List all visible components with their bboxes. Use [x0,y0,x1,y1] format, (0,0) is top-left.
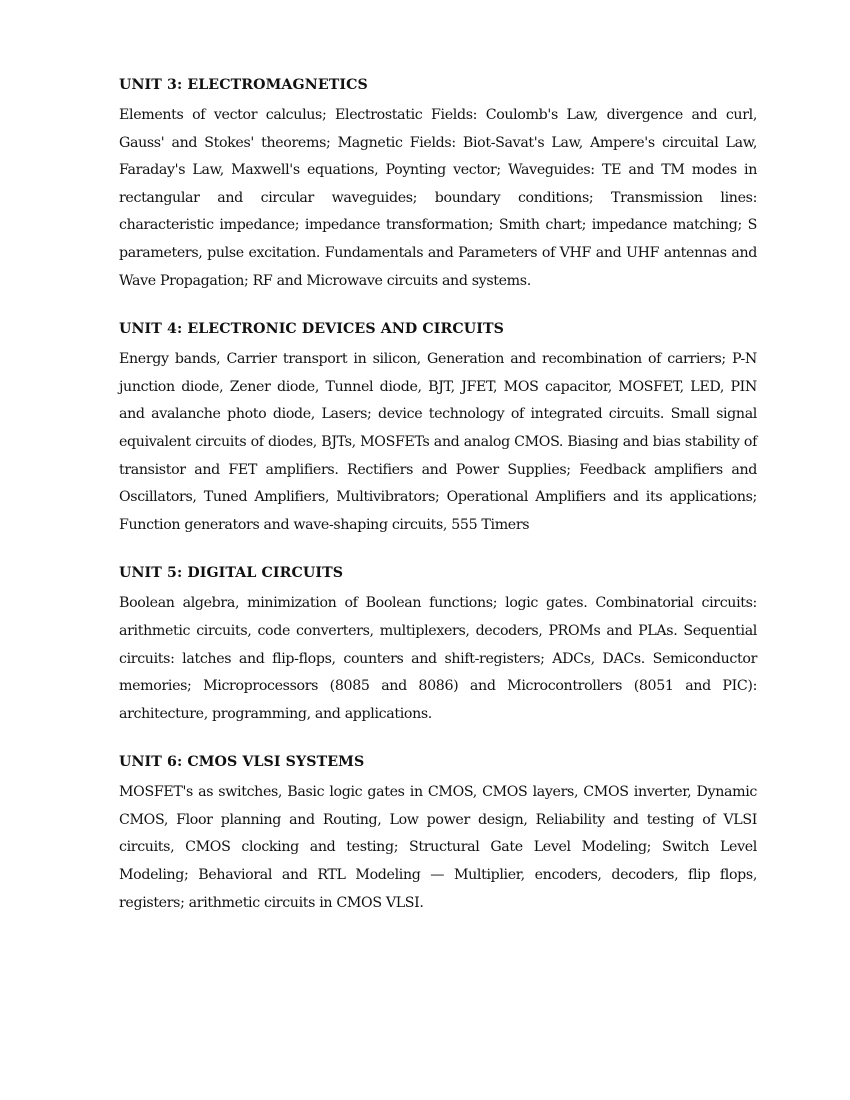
unit-4-body: Energy bands, Carrier transport in silicon, Generation and recombination of carriers; P-N junction diode, Zener diode, Tunnel diode, BJT, JFET, MOS capacitor, MOSFET, LED, PIN and avalanche photo diode, Lasers; device technology of integrated circuits. Small signal equivalent circuits of diodes, BJTs, MOSFETs and analog CMOS. Biasing and bias stability of transistor and FET amplifiers. Rectifiers and Power Supplies; Feedback amplifiers and Oscillators, Tuned Amplifiers, Multivibrators; Operational Amplifiers and its applications; Function generators and wave-shaping circuits, 555 Timers [119,351,757,533]
unit-5-section [119,562,757,728]
unit-4-section [119,318,757,539]
unit-5-title: UNIT 5: DIGITAL CIRCUITS [119,565,344,582]
unit-5-body: Boolean algebra, minimization of Boolean functions; logic gates. Combinatorial circuits: arithmetic circuits, code converters, multiplexers, decoders, PROMs and PLAs. Sequential circuits: latches and flip-flops, counters and shift-registers; ADCs, DACs. Semiconductor memories; Microprocessors (8085 and 8086) and Microcontrollers (8051 and PIC): architecture, programming, and applications. [119,595,757,722]
unit-3-section [119,74,757,295]
unit-6-section [119,751,757,917]
unit-4-title: UNIT 4: ELECTRONIC DEVICES AND CIRCUITS [119,321,504,338]
unit-3-title: UNIT 3: ELECTROMAGNETICS [119,77,368,93]
unit-6-body: MOSFET's as switches, Basic logic gates in CMOS, CMOS layers, CMOS inverter, Dynamic CMOS, Floor planning and Routing, Low power design, Reliability and testing of VLSI circuits, CMOS clocking and testing; Structural Gate Level Modeling; Switch Level Modeling; Behavioral and RTL Modeling — Multiplier, encoders, decoders, flip flops, registers; arithmetic circuits in CMOS VLSI. [119,784,757,911]
unit-3-body: Elements of vector calculus; Electrostatic Fields: Coulomb's Law, divergence and curl, Gauss' and Stokes' theorems; Magnetic Fields: Biot-Savat's Law, Ampere's circuital Law, Faraday's Law, Maxwell's equations, Poynting vector; Waveguides: TE and TM modes in rectangular and circular waveguides; boundary conditions; Transmission lines: characteristic impedance; impedance transformation; Smith chart; impedance matching; S parameters, pulse excitation. Fundamentals and Parameters of VHF and UHF antennas and Wave Propagation; RF and Microwave circuits and systems. [119,107,757,289]
unit-6-title: UNIT 6: CMOS VLSI SYSTEMS [119,754,365,771]
syllabus-page [119,74,757,941]
